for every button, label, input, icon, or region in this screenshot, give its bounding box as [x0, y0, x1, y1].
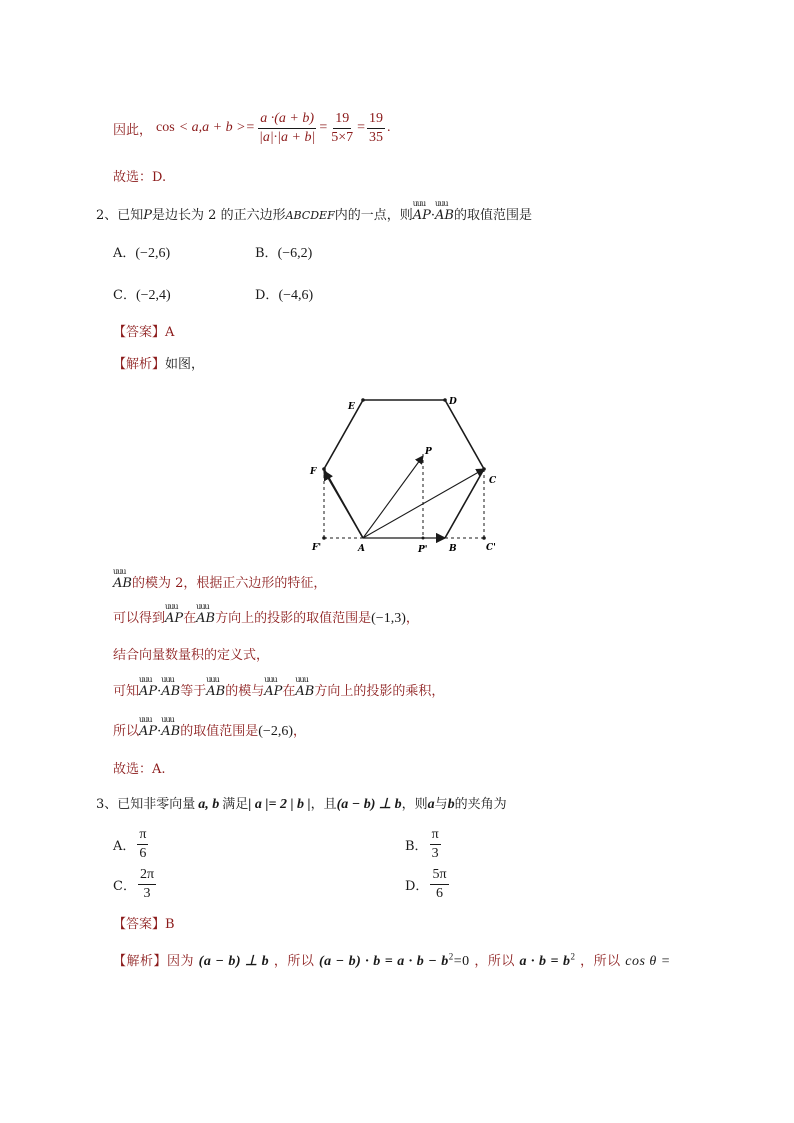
q3-vector-b: b	[447, 797, 455, 812]
fraction-denominator: 6	[139, 846, 147, 861]
fraction-numerator: 2π	[138, 866, 156, 885]
dot-product-range: (−2,6)	[258, 724, 293, 739]
analysis-intro: 如图，	[165, 357, 205, 372]
point-d	[443, 398, 447, 402]
edge-cb	[445, 469, 484, 538]
analysis-ab-expr: a · b = b	[519, 954, 571, 969]
vector-ab: uuu AB	[196, 611, 215, 626]
analysis-line-1	[113, 572, 326, 591]
vector-ab: uuu AB	[161, 724, 180, 739]
analysis-line-4	[113, 680, 444, 699]
analysis-tag: 【解析】	[113, 954, 168, 969]
analysis-text: ，所以	[474, 954, 515, 969]
analysis-text: 的取值范围是	[180, 724, 259, 739]
point-cprime	[482, 536, 486, 540]
option-value: (−4,6)	[278, 288, 314, 303]
q2-conclusion: 故选：A.	[113, 762, 166, 777]
analysis-text: 可以得到	[113, 611, 166, 626]
vector-ap: uuu AP	[264, 684, 282, 699]
answer-tag: 【答案】	[113, 325, 166, 340]
answer-tag: 【答案】	[113, 917, 166, 932]
q2-stem-part: 的取值范围是	[453, 208, 532, 223]
option-value: (−2,6)	[135, 246, 171, 261]
fraction-denominator: 3	[431, 846, 439, 861]
option-label: A．	[113, 246, 136, 261]
analysis-line-5	[113, 720, 306, 740]
label-e: E	[348, 402, 355, 412]
option-value: (−6,2)	[277, 246, 313, 261]
label-f: F	[310, 467, 317, 477]
label-p: P	[425, 447, 432, 457]
analysis-tag: 【解析】	[113, 357, 166, 372]
q3-option-d	[405, 866, 451, 903]
q3-stem-part: ，则	[401, 797, 428, 812]
equation-period: .	[387, 120, 391, 135]
analysis-text: 在	[282, 684, 296, 699]
q3-stem	[96, 793, 507, 813]
q2-option-b	[255, 242, 312, 262]
fraction-vector-numerator: a ·(a + b)	[258, 110, 316, 129]
dot: ·	[157, 684, 162, 699]
analysis-text: 所以	[113, 724, 140, 739]
q2-answer	[113, 321, 174, 340]
q1-conclusion: 故选：D.	[113, 170, 167, 185]
q3-vectors-ab: a, b	[198, 797, 220, 812]
fraction-numeric-denominator: 5×7	[331, 129, 354, 145]
projection-range: (−1,3)	[371, 611, 406, 626]
vector-ap: uuu AP	[139, 724, 157, 739]
option-fraction	[137, 826, 148, 863]
answer-value: B	[165, 917, 175, 932]
analysis-text: ，所以	[273, 954, 315, 969]
vector-ab: uuu AB	[295, 684, 314, 699]
q2-analysis-heading	[113, 353, 204, 372]
analysis-exponent: 2	[448, 951, 454, 962]
fraction-numerator: 5π	[430, 866, 448, 885]
option-label: C．	[113, 288, 136, 303]
label-cprime: C'	[486, 543, 496, 553]
q2-stem-part: 内的一点，则	[334, 208, 413, 223]
option-label: B．	[255, 246, 278, 261]
option-fraction	[138, 866, 156, 903]
q2-stem-part: 2、已知	[96, 208, 144, 223]
edge-fe	[324, 400, 363, 469]
q2-option-a	[113, 242, 170, 262]
cosine-equation	[113, 104, 391, 152]
option-label: A．	[113, 839, 136, 854]
q2-vector-ap: uuu AP	[413, 208, 431, 223]
q3-stem-part: 3、已知非零向量	[96, 797, 196, 812]
q3-stem-part: 与	[434, 797, 448, 812]
fraction-numerator: π	[137, 826, 148, 845]
hexagon-figure	[300, 388, 510, 558]
analysis-line-3: 结合向量数量积的定义式，	[113, 648, 270, 663]
answer-value: A	[165, 325, 175, 340]
q2-hexagon-name: ABCDEF	[285, 209, 335, 222]
option-label: D．	[255, 288, 279, 303]
label-d: D	[449, 397, 457, 407]
q2-stem	[96, 204, 532, 223]
point-fprime	[322, 536, 326, 540]
q3-vector-a: a	[427, 797, 435, 812]
q3-option-a	[113, 826, 150, 863]
q3-stem-part: ，且	[310, 797, 337, 812]
dot: ·	[157, 724, 162, 739]
vector-ap-arrow	[363, 456, 423, 538]
point-c	[482, 467, 486, 471]
fraction-result-denominator: 35	[369, 129, 384, 145]
fraction-result-numerator: 19	[367, 110, 385, 129]
vector-ap: uuu AP	[165, 611, 183, 626]
label-pprime: P'	[418, 545, 428, 555]
option-label: B．	[405, 839, 428, 854]
label-fprime: F'	[312, 543, 322, 553]
analysis-text: 方向上的投影的乘积，	[314, 684, 445, 699]
analysis-text: 等于	[180, 684, 207, 699]
analysis-text: 的模为 2，根据正六边形的特征，	[131, 576, 327, 591]
q3-answer	[113, 913, 175, 932]
fraction-numeric-numerator: 19	[333, 110, 351, 129]
fraction-denominator: 6	[435, 886, 443, 901]
q3-option-c	[113, 866, 158, 903]
point-f	[322, 467, 326, 471]
analysis-text: ，所以	[580, 954, 621, 969]
equals-sign-1: =	[319, 120, 328, 135]
point-e	[361, 398, 365, 402]
option-fraction	[430, 826, 441, 863]
equals-sign-2: =	[357, 120, 366, 135]
q2-point-p: P	[143, 208, 153, 223]
fraction-denominator: 3	[143, 886, 151, 901]
option-fraction	[430, 866, 448, 903]
analysis-equals-zero: =0	[453, 954, 470, 969]
q2-stem-part: 是边长为 2 的正六边形	[152, 208, 286, 223]
vector-ab: uuu AB	[161, 684, 180, 699]
option-label: C．	[113, 879, 136, 894]
option-label: D．	[405, 879, 429, 894]
angle-expression: < a,a + b >=	[178, 120, 255, 135]
option-value: (−2,4)	[135, 288, 171, 303]
vector-ab: uuu AB	[113, 576, 132, 591]
vector-af-arrow	[324, 471, 363, 538]
fraction-numeric	[329, 110, 355, 147]
q3-option-b	[405, 826, 443, 863]
q2-dot: ·	[430, 208, 436, 223]
fraction-vector	[257, 110, 317, 147]
q3-perpendicular-condition: (a − b) ⊥ b	[336, 797, 402, 812]
q3-analysis	[113, 950, 671, 970]
q2-option-c	[113, 284, 171, 304]
fraction-vector-denominator: |a|·|a + b|	[258, 129, 316, 145]
vector-ab: uuu AB	[206, 684, 225, 699]
analysis-cos-theta: cos θ =	[625, 954, 671, 969]
vector-ap: uuu AP	[139, 684, 157, 699]
q3-stem-part: 满足	[222, 797, 249, 812]
point-pprime	[422, 537, 425, 540]
label-c: C	[489, 476, 497, 486]
analysis-text: 方向上的投影的取值范围是	[215, 611, 372, 626]
fraction-numerator: π	[430, 826, 441, 845]
analysis-text: 因为	[167, 954, 195, 969]
q2-vector-ab: uuu AB	[435, 208, 454, 223]
q3-stem-part: 的夹角为	[454, 797, 507, 812]
analysis-perp-expr: (a − b) ⊥ b	[198, 954, 270, 969]
fraction-result	[367, 110, 385, 147]
equation-prefix: 因此，	[113, 121, 153, 137]
analysis-line-2	[113, 607, 419, 627]
analysis-text: ，	[405, 611, 419, 626]
analysis-text: 在	[183, 611, 197, 626]
label-a: A	[358, 544, 365, 554]
analysis-text: 的模与	[225, 684, 265, 699]
analysis-exponent: 2	[570, 951, 576, 962]
edge-dc	[445, 400, 484, 469]
analysis-dot-expr: (a − b) · b = a · b − b	[318, 954, 449, 969]
analysis-text: 可知	[113, 684, 140, 699]
q3-magnitude-condition: | a |= 2 | b |	[248, 797, 311, 812]
label-b: B	[449, 544, 457, 554]
cos-label: cos	[156, 120, 175, 135]
analysis-text: ，	[293, 724, 307, 739]
q2-option-d	[255, 284, 313, 304]
